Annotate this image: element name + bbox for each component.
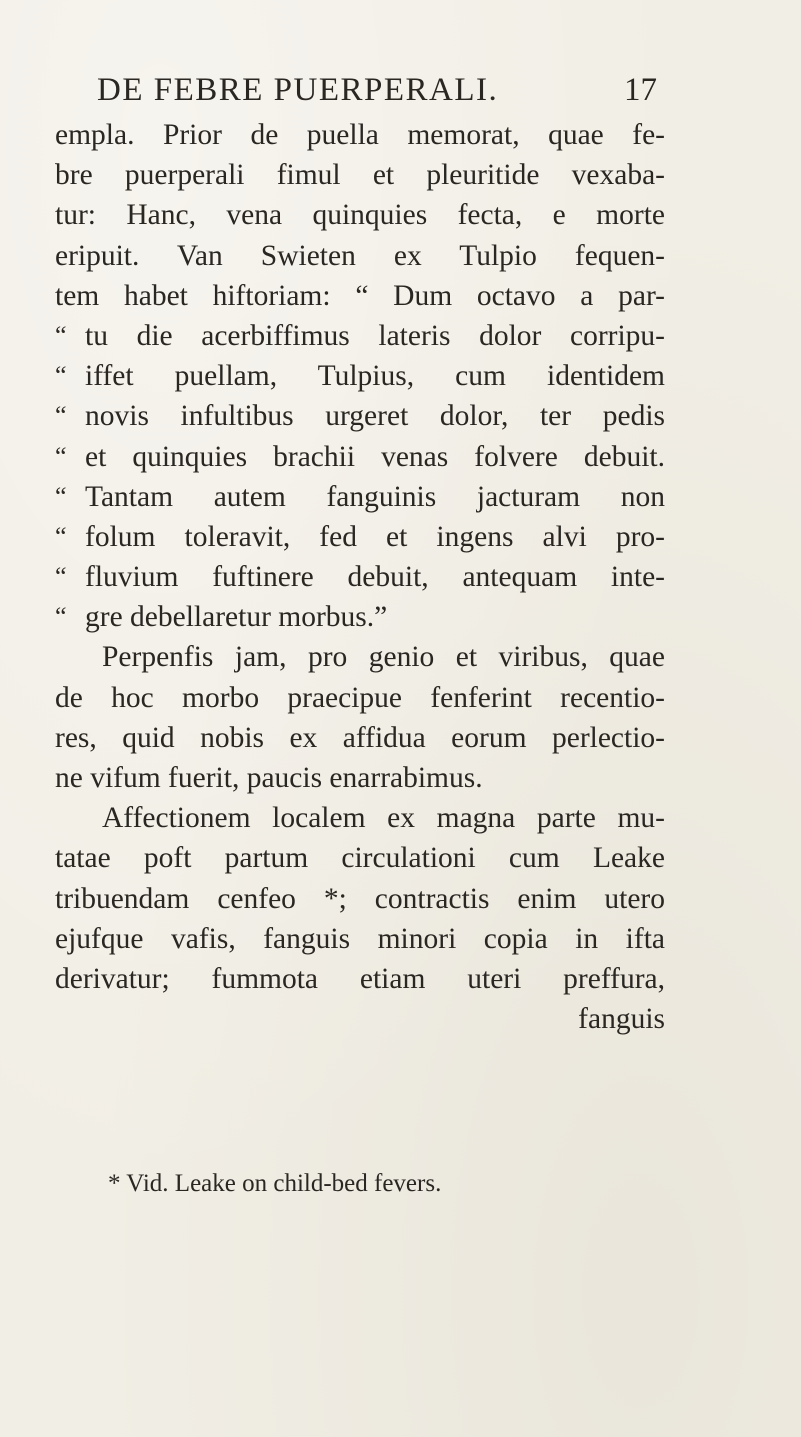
text-line: derivatur; fummota etiam uteri preffura, xyxy=(55,962,665,995)
text-line: Perpenfis jam, pro genio et viribus, quae xyxy=(102,641,665,674)
text-line: de hoc morbo praecipue fenferint recentio- xyxy=(55,681,665,714)
page-header xyxy=(97,70,657,114)
text-line: tem habet hiftoriam: “ Dum octavo a par- xyxy=(55,279,665,312)
text-line: res, quid nobis ex affidua eorum perlectio- xyxy=(55,721,665,754)
running-head: DE FEBRE PUERPERALI. xyxy=(97,72,499,108)
quoted-line: “ Tantam autem fanguinis jacturam non xyxy=(55,477,665,517)
quoted-line: “ fluvium fuftinere debuit, antequam inte- xyxy=(55,557,665,597)
text-line: empla. Prior de puella memorat, quae fe- xyxy=(55,119,665,151)
quoted-line: “ iffet puellam, Tulpius, cum identidem xyxy=(55,356,665,396)
catchword: fanguis xyxy=(578,1003,665,1036)
footnote: * Vid. Leake on child-bed fevers. xyxy=(108,1170,442,1197)
page-number: 17 xyxy=(624,72,657,108)
quoted-line: “ gre debellaretur morbus.” xyxy=(55,597,665,637)
text-line: ejufque vafis, fanguis minori copia in ifta xyxy=(55,922,665,955)
body-text xyxy=(55,115,665,1039)
text-line: eripuit. Van Swieten ex Tulpio fequen- xyxy=(55,239,665,272)
quoted-line: “ et quinquies brachii venas folvere debuit. xyxy=(55,437,665,477)
text-line: tatae poft partum circulationi cum Leake xyxy=(55,842,665,875)
text-line: bre puerperali fimul et pleuritide vexaba- xyxy=(55,159,665,192)
text-line: tribuendam cenfeo *; contractis enim utero xyxy=(55,882,665,915)
quoted-line: “ folum toleravit, fed et ingens alvi pro- xyxy=(55,517,665,557)
quoted-line: “ tu die acerbiffimus lateris dolor corripu- xyxy=(55,316,665,356)
text-line: tur: Hanc, vena quinquies fecta, e morte xyxy=(55,199,665,232)
text-line: Affectionem localem ex magna parte mu- xyxy=(102,802,665,835)
quoted-line: “ novis infultibus urgeret dolor, ter pedis xyxy=(55,396,665,436)
text-line: ne vifum fuerit, paucis enarrabimus. xyxy=(55,762,483,794)
